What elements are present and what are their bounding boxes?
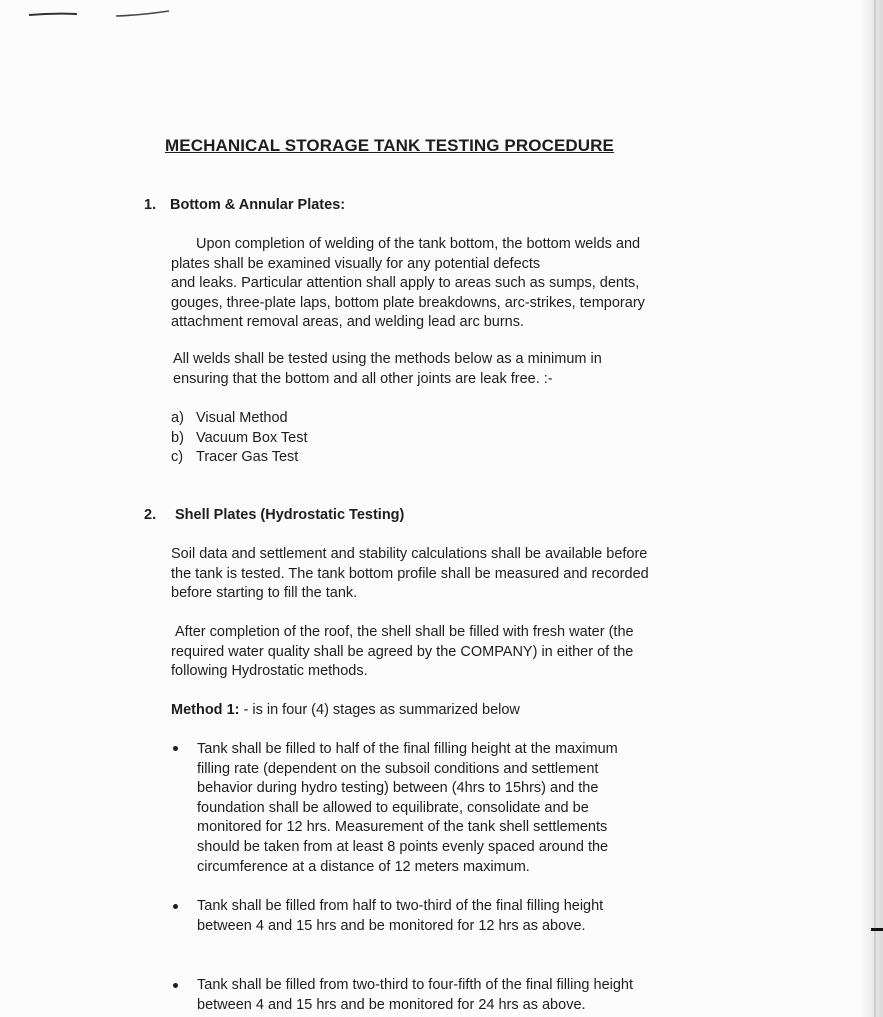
bullet-item-1 xyxy=(197,740,618,877)
scan-mark-left xyxy=(28,8,78,18)
paragraph-line: following Hydrostatic methods. xyxy=(171,663,368,680)
paragraph-line: before starting to fill the tank. xyxy=(171,585,358,602)
section-1-paragraph-1 xyxy=(171,235,645,333)
page-edge-line xyxy=(874,0,876,1017)
section-1-heading xyxy=(144,197,345,213)
method-1-line xyxy=(171,701,520,721)
bullet-line: Tank shall be filled from half to two-third of the final filling height xyxy=(197,898,604,914)
section-heading-text: Bottom & Annular Plates: xyxy=(170,197,346,213)
bullet-dot xyxy=(173,904,178,909)
bullet-item-2 xyxy=(197,897,603,936)
list-letter: a) xyxy=(171,410,184,426)
paragraph-line: plates shall be examined visually for any potential defects xyxy=(171,255,541,272)
paragraph-line: required water quality shall be agreed by the COMPANY) in either of the xyxy=(171,643,634,660)
bullet-dot xyxy=(173,983,178,988)
section-2-paragraph-2 xyxy=(171,623,634,682)
bullet-line: between 4 and 15 hrs and be monitored for 12 hrs as above. xyxy=(197,917,586,934)
paragraph-line: ensuring that the bottom and all other joints are leak free. :- xyxy=(173,370,553,387)
page-edge-mark xyxy=(871,928,883,931)
bullet-line: circumference at a distance of 12 meters maximum. xyxy=(197,858,530,875)
paragraph-line: Upon completion of welding of the tank bottom, the bottom welds and xyxy=(196,236,641,252)
bullet-line: Tank shall be filled to half of the final filling height at the maximum xyxy=(197,741,618,757)
bullet-line: filling rate (dependent on the subsoil conditions and settlement xyxy=(197,760,599,777)
page-edge-shadow xyxy=(861,0,883,1017)
bullet-line: should be taken from at least 8 points evenly spaced around the xyxy=(197,838,609,855)
paragraph-line: All welds shall be tested using the methods below as a minimum in xyxy=(173,351,602,367)
bullet-line: behavior during hydro testing) between (4hrs to 15hrs) and the xyxy=(197,780,599,797)
list-letter: c) xyxy=(171,449,184,466)
paragraph-line: Soil data and settlement and stability calculations shall be available before xyxy=(171,546,648,562)
list-item xyxy=(171,429,308,449)
list-letter: b) xyxy=(171,429,184,446)
bullet-line: Tank shall be filled from two-third to four-fifth of the final filling height xyxy=(197,977,634,993)
section-heading-text: Shell Plates (Hydrostatic Testing) xyxy=(175,507,405,523)
scan-mark-right xyxy=(115,8,170,18)
method-label: Method 1: xyxy=(171,702,240,718)
paragraph-line: After completion of the roof, the shell shall be filled with fresh water (the xyxy=(175,624,634,640)
paragraph-line: the tank is tested. The tank bottom profile shall be measured and recorded xyxy=(171,565,649,582)
method-description: - is in four (4) stages as summarized below xyxy=(239,702,520,718)
bullet-line: foundation shall be allowed to equilibrate, consolidate and be xyxy=(197,799,589,816)
bullet-line: between 4 and 15 hrs and be monitored for 24 hrs as above. xyxy=(197,996,586,1013)
paragraph-line: attachment removal areas, and welding lead arc burns. xyxy=(171,314,525,331)
list-item-text: Vacuum Box Test xyxy=(196,429,308,446)
section-2-heading xyxy=(144,507,404,523)
paragraph-line: and leaks. Particular attention shall apply to areas such as sumps, dents, xyxy=(171,275,640,292)
paragraph-line: gouges, three-plate laps, bottom plate breakdowns, arc-strikes, temporary xyxy=(171,294,645,311)
section-number: 2. xyxy=(144,507,157,523)
bullet-dot xyxy=(173,746,178,751)
document-title: MECHANICAL STORAGE TANK TESTING PROCEDURE xyxy=(165,136,614,155)
list-item xyxy=(171,409,308,429)
list-item-text: Visual Method xyxy=(196,410,288,426)
test-method-list xyxy=(171,409,308,468)
section-1-paragraph-2 xyxy=(173,350,602,389)
section-number: 1. xyxy=(144,197,157,213)
bullet-item-3 xyxy=(197,976,633,1015)
section-2-paragraph-1 xyxy=(171,545,649,604)
list-item xyxy=(171,448,308,468)
bullet-line: monitored for 12 hrs. Measurement of the tank shell settlements xyxy=(197,819,608,836)
list-item-text: Tracer Gas Test xyxy=(196,449,299,466)
